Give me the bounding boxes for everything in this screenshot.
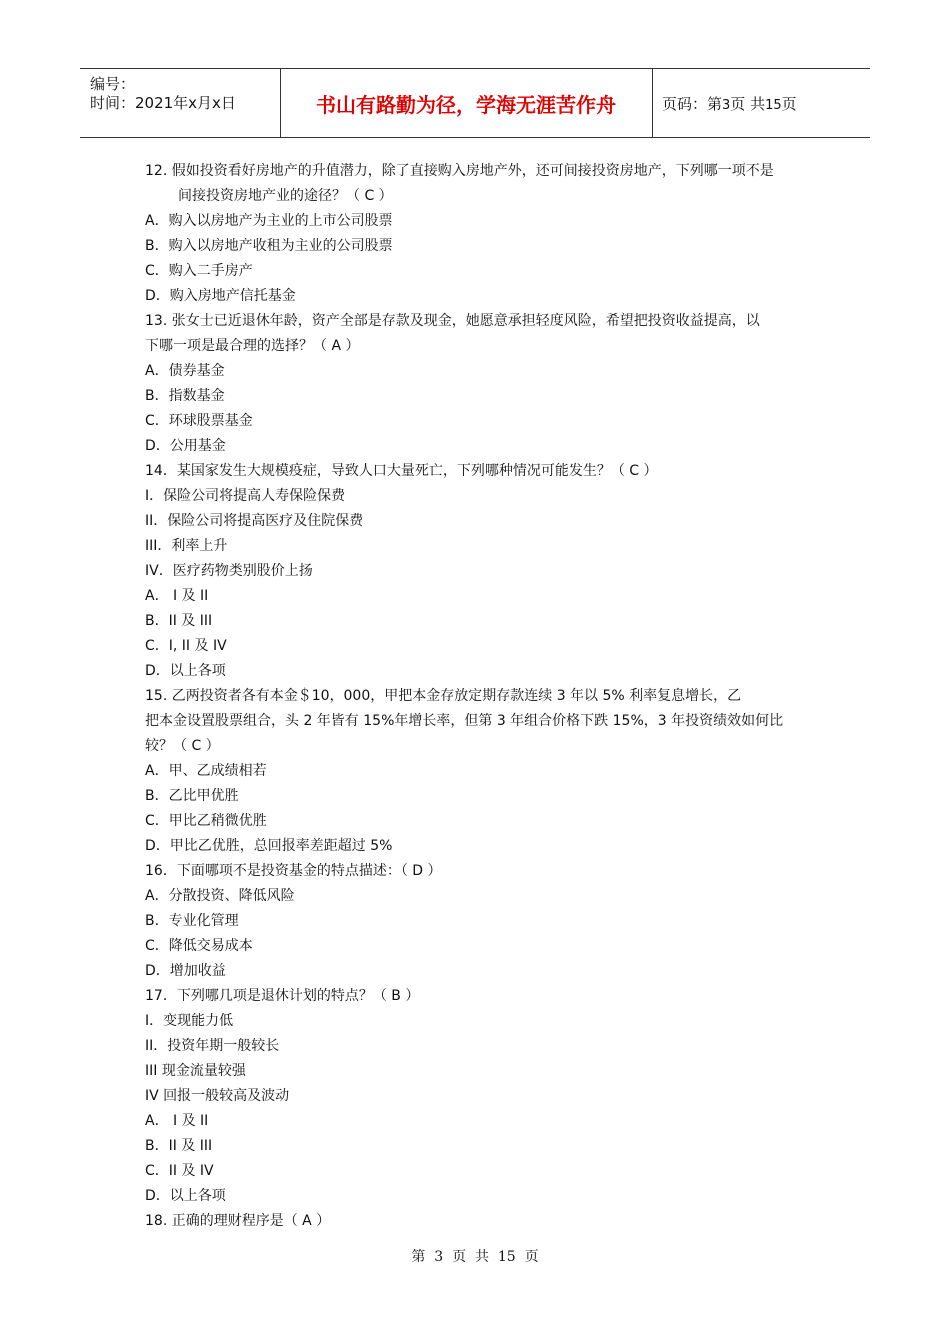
- option-line: D．增加收益: [145, 963, 226, 979]
- option-line: D．以上各项: [145, 1188, 226, 1204]
- option-line: A． I 及 II: [145, 1113, 209, 1129]
- statement-line: I．变现能力低: [145, 1013, 234, 1029]
- question-13: 13. 张女士已近退休年龄，资产全部是存款及现金，她愿意承担轻度风险，希望把投资收益提高，以: [145, 313, 760, 329]
- option-line: A．分散投资、降低风险: [145, 888, 295, 904]
- question-15-cont: 把本金设置股票组合，头 2 年皆有 15%年增长率，但第 3 年组合价格下跌 15%，3 年投资绩效如何比: [145, 713, 784, 729]
- option-line: B．指数基金: [145, 388, 225, 404]
- option-line: C．I, II 及 IV: [145, 638, 227, 654]
- option-line: A．甲、乙成绩相若: [145, 763, 267, 779]
- question-15-cont: 较？（ C ）: [145, 738, 220, 754]
- page-footer: 第 3 页 共 15 页: [411, 1249, 539, 1265]
- question-16: 16．下面哪项不是投资基金的特点描述：（ D ）: [145, 863, 442, 879]
- statement-line: II．投资年期一般较长: [145, 1038, 280, 1054]
- statement-line: I．保险公司将提高人寿保险保费: [145, 488, 346, 504]
- option-line: C．II 及 IV: [145, 1163, 214, 1179]
- page-header: [80, 68, 870, 138]
- option-line: C．甲比乙稍微优胜: [145, 813, 267, 829]
- statement-line: IV 回报一般较高及波动: [145, 1088, 290, 1104]
- doc-number-label: 编号：: [90, 75, 136, 93]
- option-line: B．II 及 III: [145, 613, 213, 629]
- header-info-cell: [80, 69, 281, 137]
- doc-date-label: 时间：2021年x月x日: [90, 94, 236, 112]
- header-page-cell: [652, 69, 870, 137]
- question-18: 18. 正确的理财程序是（ A ）: [145, 1213, 331, 1229]
- option-line: A．债券基金: [145, 363, 225, 379]
- option-line: C．购入二手房产: [145, 263, 253, 279]
- option-line: A． I 及 II: [145, 588, 209, 604]
- page-number: 3: [722, 98, 731, 113]
- question-12-cont: 间接投资房地产业的途径？（ C ）: [178, 188, 393, 204]
- page-label: 页码：第: [662, 95, 723, 113]
- option-line: B．专业化管理: [145, 913, 239, 929]
- page-mid: 页 共: [730, 95, 766, 113]
- option-line: B．乙比甲优胜: [145, 788, 239, 804]
- option-line: C．降低交易成本: [145, 938, 253, 954]
- statement-line: III 现金流量较强: [145, 1063, 246, 1079]
- question-17: 17．下列哪几项是退休计划的特点？（ B ）: [145, 988, 420, 1004]
- option-line: D．购入房地产信托基金: [145, 288, 296, 304]
- header-motto: 书山有路勤为径，学海无涯苦作舟: [316, 93, 616, 117]
- statement-line: II．保险公司将提高医疗及住院保费: [145, 513, 364, 529]
- page-end: 页: [781, 95, 797, 113]
- question-14: 14．某国家发生大规模疫症，导致人口大量死亡，下列哪种情况可能发生？（ C ）: [145, 463, 658, 479]
- header-page-code: [662, 93, 797, 114]
- statement-line: III．利率上升: [145, 538, 228, 554]
- option-line: D．以上各项: [145, 663, 226, 679]
- question-15: 15. 乙两投资者各有本金＄10，000，甲把本金存放定期存款连续 3 年以 5% 利率复息增长，乙: [145, 688, 742, 704]
- header-motto-cell: [280, 69, 653, 137]
- option-line: D．公用基金: [145, 438, 226, 454]
- question-13-cont: 下哪一项是最合理的选择？（ A ）: [145, 338, 360, 354]
- option-line: B．购入以房地产收租为主业的公司股票: [145, 238, 393, 254]
- option-line: A．购入以房地产为主业的上市公司股票: [145, 213, 393, 229]
- option-line: C．环球股票基金: [145, 413, 253, 429]
- question-12: 12. 假如投资看好房地产的升值潜力，除了直接购入房地产外，还可间接投资房地产，下列哪一项不是: [145, 163, 774, 179]
- statement-line: IV．医疗药物类别股价上扬: [145, 563, 313, 579]
- option-line: B．II 及 III: [145, 1138, 213, 1154]
- option-line: D．甲比乙优胜，总回报率差距超过 5%: [145, 838, 393, 854]
- page-total: 15: [765, 98, 782, 113]
